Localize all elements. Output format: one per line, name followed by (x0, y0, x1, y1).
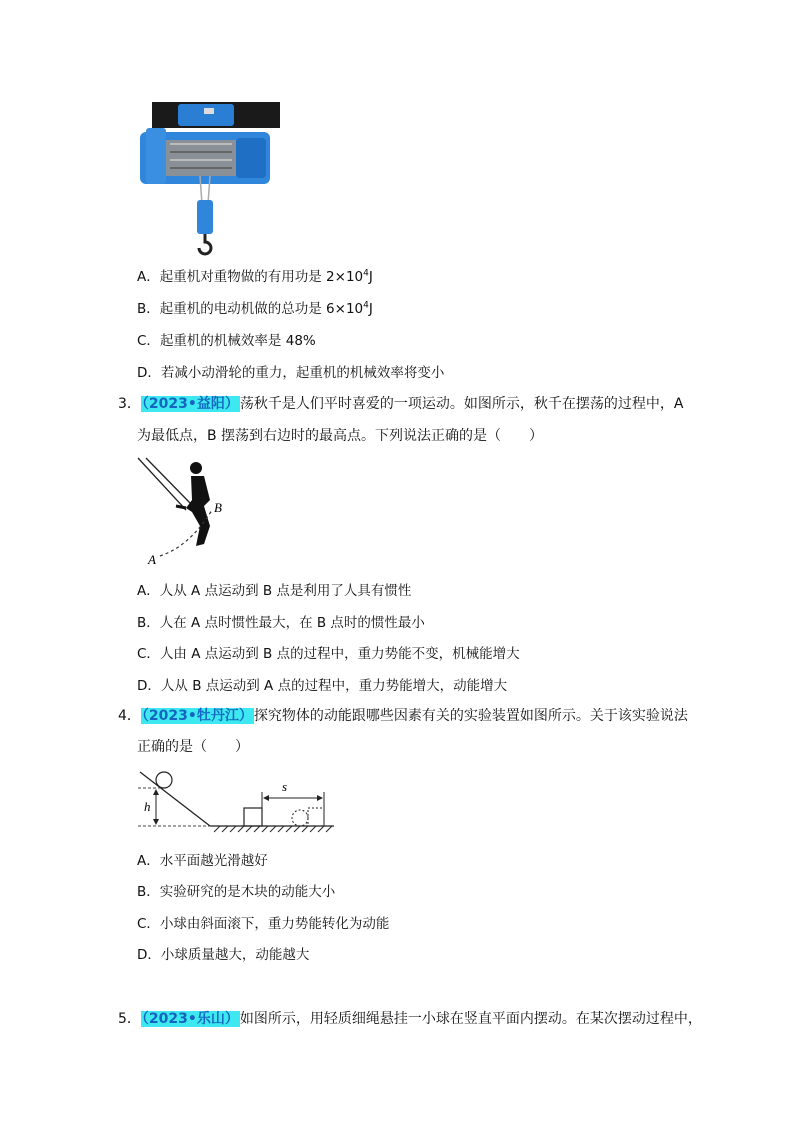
q2-option-d: D．若减小动滑轮的重力，起重机的机械效率将变小 (137, 365, 445, 381)
q4-stem-line2: 正确的是（ ） (137, 739, 249, 755)
q3-option-b: B．人在 A 点时惯性最大，在 B 点时的惯性最小 (137, 615, 425, 631)
q4-source-tag: （2023•牡丹江） (141, 708, 253, 724)
q3-stem-line2: 为最低点，B 摆荡到右边时的最高点。下列说法正确的是（ ） (137, 428, 544, 444)
q3-option-c: C．人由 A 点运动到 B 点的过程中，重力势能不变，机械能增大 (137, 646, 520, 662)
q4-option-a: A．水平面越光滑越好 (137, 853, 268, 869)
q4-option-c: C．小球由斜面滚下，重力势能转化为动能 (137, 916, 390, 932)
label-h: h (144, 799, 151, 814)
q3-option-d: D．人从 B 点运动到 A 点的过程中，重力势能增大，动能增大 (137, 678, 508, 694)
q2-option-c: C．起重机的机械效率是 48% (137, 333, 316, 349)
label-b: B (214, 500, 222, 515)
q3-source-tag: （2023•益阳） (141, 396, 239, 412)
q5-stem-line1: 5．（2023•乐山）如图所示，用轻质细绳悬挂一小球在竖直平面内摆动。在某次摆动过程中， (118, 1011, 702, 1027)
q4-option-b: B．实验研究的是木块的动能大小 (137, 884, 336, 900)
q4-stem-line1: 4．（2023•牡丹江）探究物体的动能跟哪些因素有关的实验装置如图所示。关于该实验说法 (118, 708, 688, 724)
q3-option-a: A．人从 A 点运动到 B 点是利用了人具有惯性 (137, 583, 412, 599)
q5-source-tag: （2023•乐山） (141, 1011, 239, 1027)
q2-option-a: A．起重机对重物做的有用功是 $2\times 10^4J$ (137, 268, 373, 285)
label-a: A (148, 552, 156, 567)
q2-option-b: B．起重机的电动机做的总功是 $6\times 10^4J$ (137, 300, 373, 317)
q4-option-d: D．小球质量越大，动能越大 (137, 947, 310, 963)
q3-stem-line1: 3．（2023•益阳）荡秋千是人们平时喜爱的一项运动。如图所示，秋千在摆荡的过程中，A (118, 396, 684, 412)
label-s: s (282, 779, 288, 794)
